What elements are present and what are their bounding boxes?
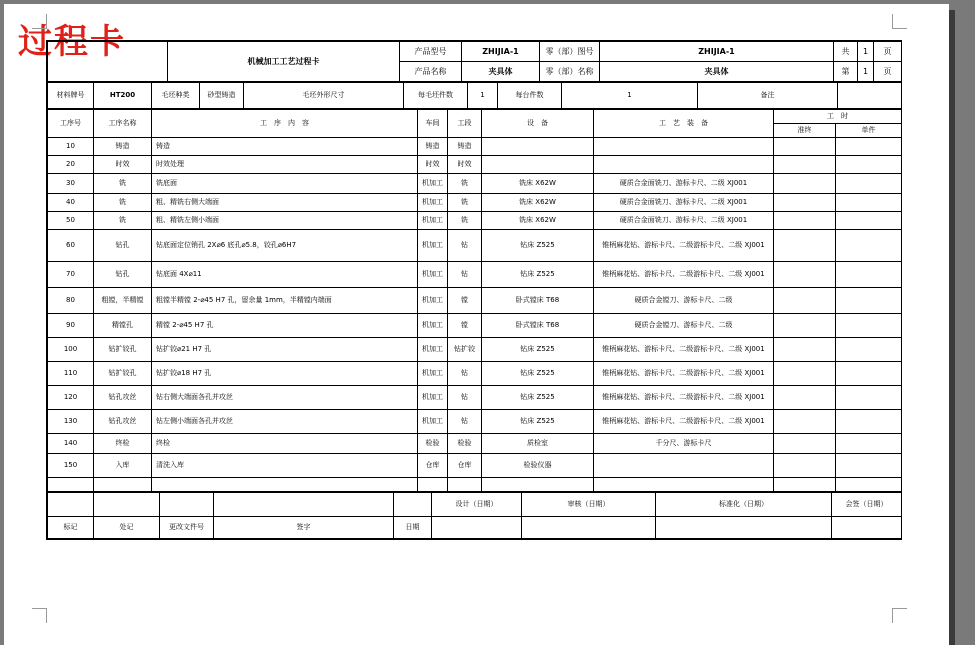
cell-tooling: 锥柄麻花钻、游标卡尺、二级游标卡尺、二级 XJ001 — [594, 338, 774, 362]
table-row — [48, 362, 902, 386]
col-unit: 单件 — [836, 124, 902, 138]
spare-cell — [594, 478, 774, 492]
cell-time-prep — [774, 288, 836, 314]
design-date-label: 设计（日期） — [432, 493, 522, 517]
table-row — [48, 156, 902, 174]
review-date-label: 审核（日期） — [522, 493, 656, 517]
cell-equipment: 钻床 Z525 — [482, 338, 594, 362]
cell-tooling: 锥柄麻花钻、游标卡尺、二级游标卡尺、二级 XJ001 — [594, 262, 774, 288]
cell-op-no: 90 — [48, 314, 94, 338]
corner-mark-tl — [32, 14, 47, 29]
col-content: 工 序 内 容 — [152, 110, 418, 138]
cell-time-unit — [836, 138, 902, 156]
cell-section: 铣 — [448, 212, 482, 230]
cell-op-name: 铸造 — [94, 138, 152, 156]
footer-cell — [432, 517, 522, 539]
cell-content: 钻底面定位销孔 2X⌀6 底孔⌀5.8，铰孔⌀6H7 — [152, 230, 418, 262]
cell-time-unit — [836, 338, 902, 362]
change-doc-label: 更改文件号 — [160, 517, 214, 539]
spare-cell — [94, 478, 152, 492]
material-value: HT200 — [94, 83, 152, 109]
cell-content: 钻扩铰⌀18 H7 孔 — [152, 362, 418, 386]
col-tooling: 工 艺 装 备 — [594, 110, 774, 138]
product-name-value: 夹具体 — [462, 62, 540, 82]
cell-time-unit — [836, 262, 902, 288]
footer-cell — [214, 493, 394, 517]
blank-kind-value: 砂型铸造 — [200, 83, 244, 109]
cell-equipment: 铣床 X62W — [482, 194, 594, 212]
product-model-value: ZHIJIA-1 — [462, 42, 540, 62]
cell-time-unit — [836, 314, 902, 338]
remarks-value — [838, 83, 902, 109]
cell-content: 粗、精铣右侧大端面 — [152, 194, 418, 212]
pieces-per-blank-value: 1 — [468, 83, 498, 109]
cell-time-prep — [774, 174, 836, 194]
part-no-value: ZHIJIA-1 — [600, 42, 834, 62]
cell-time-unit — [836, 288, 902, 314]
cell-tooling — [594, 454, 774, 478]
material-label: 材料牌号 — [48, 83, 94, 109]
cell-workshop: 机加工 — [418, 410, 448, 434]
cell-equipment: 钻床 Z525 — [482, 262, 594, 288]
cell-tooling — [594, 156, 774, 174]
count-label: 处记 — [94, 517, 160, 539]
cell-op-no: 140 — [48, 434, 94, 454]
cell-op-name: 粗镗，半精镗 — [94, 288, 152, 314]
cell-workshop: 机加工 — [418, 386, 448, 410]
part-name-label: 零（部）名称 — [540, 62, 600, 82]
product-name-label: 产品名称 — [400, 62, 462, 82]
header-table — [47, 41, 902, 82]
process-rows — [48, 138, 902, 478]
cell-section: 铸造 — [448, 138, 482, 156]
cell-content: 铸造 — [152, 138, 418, 156]
cell-op-name: 钻孔 — [94, 262, 152, 288]
cell-section: 铣 — [448, 174, 482, 194]
cell-op-no: 150 — [48, 454, 94, 478]
overlay-title: 过程卡 — [18, 22, 126, 62]
cell-time-prep — [774, 194, 836, 212]
cell-equipment: 钻床 Z525 — [482, 410, 594, 434]
cell-equipment: 钻床 Z525 — [482, 386, 594, 410]
cell-workshop: 机加工 — [418, 338, 448, 362]
spare-cell — [482, 478, 594, 492]
cell-op-no: 80 — [48, 288, 94, 314]
cell-time-unit — [836, 362, 902, 386]
col-prep: 准终 — [774, 124, 836, 138]
cell-section: 钻 — [448, 230, 482, 262]
cell-equipment: 铣床 X62W — [482, 212, 594, 230]
total-label: 共 — [834, 42, 858, 62]
cell-op-name: 钻扩铰孔 — [94, 338, 152, 362]
footer-cell — [160, 493, 214, 517]
signature-label: 签字 — [214, 517, 394, 539]
spare-cell — [152, 478, 418, 492]
table-row — [48, 454, 902, 478]
footer-cell — [48, 493, 94, 517]
cell-workshop: 机加工 — [418, 174, 448, 194]
cell-workshop: 机加工 — [418, 194, 448, 212]
cell-time-prep — [774, 212, 836, 230]
cell-content: 钻底面 4X⌀11 — [152, 262, 418, 288]
card-title: 机械加工工艺过程卡 — [168, 42, 400, 82]
table-row — [48, 138, 902, 156]
cell-op-no: 110 — [48, 362, 94, 386]
cell-time-prep — [774, 314, 836, 338]
cell-op-no: 40 — [48, 194, 94, 212]
cell-workshop: 机加工 — [418, 288, 448, 314]
col-time: 工 时 — [774, 110, 902, 124]
cell-equipment: 卧式镗床 T68 — [482, 288, 594, 314]
cell-op-name: 钻孔攻丝 — [94, 386, 152, 410]
cell-section: 钻 — [448, 386, 482, 410]
cell-workshop: 检验 — [418, 434, 448, 454]
cell-section: 时效 — [448, 156, 482, 174]
cell-tooling: 硬质合金镗刀、游标卡尺、二级 — [594, 314, 774, 338]
cell-time-prep — [774, 410, 836, 434]
cell-op-name: 钻扩铰孔 — [94, 362, 152, 386]
table-row — [48, 288, 902, 314]
cell-tooling: 硬质合金面铣刀、游标卡尺、二级 XJ001 — [594, 174, 774, 194]
cell-time-prep — [774, 262, 836, 288]
page-label: 第 — [834, 62, 858, 82]
cell-op-name: 钻孔 — [94, 230, 152, 262]
cell-workshop: 仓库 — [418, 454, 448, 478]
cell-time-unit — [836, 454, 902, 478]
cell-section: 检验 — [448, 434, 482, 454]
cell-content: 铣底面 — [152, 174, 418, 194]
spare-cell — [418, 478, 448, 492]
cell-section: 铣 — [448, 194, 482, 212]
total-unit: 页 — [874, 42, 902, 62]
cell-workshop: 机加工 — [418, 230, 448, 262]
cell-time-unit — [836, 410, 902, 434]
table-row — [48, 174, 902, 194]
cell-time-prep — [774, 362, 836, 386]
table-row — [48, 314, 902, 338]
cell-content: 钻左侧小端面各孔并攻丝 — [152, 410, 418, 434]
corner-mark-br — [892, 608, 907, 623]
cell-content: 粗镗半精镗 2-⌀45 H7 孔，留余量 1mm，半精镗内端面 — [152, 288, 418, 314]
pieces-per-blank-label: 每毛坯件数 — [404, 83, 468, 109]
col-section: 工段 — [448, 110, 482, 138]
table-row — [48, 212, 902, 230]
blank-size-label: 毛坯外形尺寸 — [244, 83, 404, 109]
process-card-form — [46, 40, 902, 540]
cell-workshop: 时效 — [418, 156, 448, 174]
footer-cell — [522, 517, 656, 539]
cell-op-name: 铣 — [94, 212, 152, 230]
cell-time-prep — [774, 230, 836, 262]
table-row — [48, 434, 902, 454]
col-equipment: 设 备 — [482, 110, 594, 138]
cell-equipment: 卧式镗床 T68 — [482, 314, 594, 338]
cell-tooling: 硬质合金镗刀、游标卡尺、二级 — [594, 288, 774, 314]
cell-op-name: 精镗孔 — [94, 314, 152, 338]
cell-section: 镗 — [448, 288, 482, 314]
page-unit: 页 — [874, 62, 902, 82]
cell-time-prep — [774, 156, 836, 174]
cell-tooling: 锥柄麻花钻、游标卡尺、二级游标卡尺、二级 XJ001 — [594, 230, 774, 262]
cell-op-no: 20 — [48, 156, 94, 174]
cell-content: 钻扩铰⌀21 H7 孔 — [152, 338, 418, 362]
table-row — [48, 338, 902, 362]
cell-workshop: 机加工 — [418, 212, 448, 230]
spare-cell — [774, 478, 836, 492]
cell-content: 清洗入库 — [152, 454, 418, 478]
cell-op-name: 钻孔攻丝 — [94, 410, 152, 434]
corner-mark-bl — [32, 608, 47, 623]
cell-section: 钻扩铰 — [448, 338, 482, 362]
cell-tooling: 锥柄麻花钻、游标卡尺、二级游标卡尺、二级 XJ001 — [594, 410, 774, 434]
cell-op-name: 终检 — [94, 434, 152, 454]
cell-time-unit — [836, 230, 902, 262]
cell-workshop: 机加工 — [418, 262, 448, 288]
cell-equipment: 铣床 X62W — [482, 174, 594, 194]
col-workshop: 车间 — [418, 110, 448, 138]
cell-time-unit — [836, 174, 902, 194]
cell-section: 仓库 — [448, 454, 482, 478]
cell-time-unit — [836, 212, 902, 230]
cell-content: 钻右侧大端面各孔并攻丝 — [152, 386, 418, 410]
material-table — [47, 82, 902, 109]
table-row — [48, 410, 902, 434]
total-value: 1 — [858, 42, 874, 62]
remarks-label: 备注 — [698, 83, 838, 109]
cell-section: 钻 — [448, 362, 482, 386]
cell-equipment — [482, 156, 594, 174]
cell-tooling: 锥柄麻花钻、游标卡尺、二级游标卡尺、二级 XJ001 — [594, 386, 774, 410]
cell-workshop: 机加工 — [418, 362, 448, 386]
cell-section: 镗 — [448, 314, 482, 338]
per-unit-value: 1 — [562, 83, 698, 109]
cell-content: 时效处理 — [152, 156, 418, 174]
footer-cell — [832, 517, 902, 539]
footer-cell — [94, 493, 160, 517]
cell-time-unit — [836, 194, 902, 212]
blank-kind-label: 毛坯种类 — [152, 83, 200, 109]
cell-op-name: 时效 — [94, 156, 152, 174]
spare-cell — [836, 478, 902, 492]
cell-equipment: 检验仪器 — [482, 454, 594, 478]
page-value: 1 — [858, 62, 874, 82]
footer-table — [47, 492, 902, 539]
sign-date-label: 会签（日期） — [832, 493, 902, 517]
process-table — [47, 109, 902, 492]
standard-date-label: 标准化（日期） — [656, 493, 832, 517]
spare-cell — [48, 478, 94, 492]
col-op-no: 工序号 — [48, 110, 94, 138]
cell-section: 钻 — [448, 410, 482, 434]
cell-content: 精镗 2-⌀45 H7 孔 — [152, 314, 418, 338]
table-row — [48, 230, 902, 262]
cell-equipment: 质检室 — [482, 434, 594, 454]
cell-time-prep — [774, 454, 836, 478]
spare-cell — [448, 478, 482, 492]
footer-cell — [656, 517, 832, 539]
page-shadow — [949, 10, 955, 645]
header-blank — [48, 42, 168, 82]
part-name-value: 夹具体 — [600, 62, 834, 82]
cell-workshop: 机加工 — [418, 314, 448, 338]
cell-tooling — [594, 138, 774, 156]
cell-content: 粗、精铣左侧小端面 — [152, 212, 418, 230]
cell-op-no: 50 — [48, 212, 94, 230]
cell-tooling: 硬质合金面铣刀、游标卡尺、二级 XJ001 — [594, 212, 774, 230]
cell-op-no: 130 — [48, 410, 94, 434]
cell-equipment: 钻床 Z525 — [482, 362, 594, 386]
table-row — [48, 386, 902, 410]
cell-workshop: 铸造 — [418, 138, 448, 156]
cell-equipment: 钻床 Z525 — [482, 230, 594, 262]
cell-time-unit — [836, 156, 902, 174]
per-unit-label: 每台件数 — [498, 83, 562, 109]
cell-op-no: 60 — [48, 230, 94, 262]
cell-tooling: 硬质合金面铣刀、游标卡尺、二级 XJ001 — [594, 194, 774, 212]
footer-cell — [394, 493, 432, 517]
cell-op-name: 入库 — [94, 454, 152, 478]
cell-op-no: 10 — [48, 138, 94, 156]
part-no-label: 零（部）图号 — [540, 42, 600, 62]
cell-op-no: 120 — [48, 386, 94, 410]
cell-time-prep — [774, 386, 836, 410]
product-model-label: 产品型号 — [400, 42, 462, 62]
col-op-name: 工序名称 — [94, 110, 152, 138]
cell-section: 钻 — [448, 262, 482, 288]
cell-op-name: 铣 — [94, 194, 152, 212]
cell-time-unit — [836, 386, 902, 410]
cell-time-prep — [774, 338, 836, 362]
date-label: 日期 — [394, 517, 432, 539]
cell-equipment — [482, 138, 594, 156]
cell-tooling: 千分尺、游标卡尺 — [594, 434, 774, 454]
corner-mark-tr — [892, 14, 907, 29]
cell-op-no: 70 — [48, 262, 94, 288]
cell-op-no: 30 — [48, 174, 94, 194]
cell-op-no: 100 — [48, 338, 94, 362]
cell-time-prep — [774, 434, 836, 454]
cell-op-name: 铣 — [94, 174, 152, 194]
cell-time-prep — [774, 138, 836, 156]
mark-label: 标记 — [48, 517, 94, 539]
cell-time-unit — [836, 434, 902, 454]
cell-content: 终检 — [152, 434, 418, 454]
cell-tooling: 锥柄麻花钻、游标卡尺、二级游标卡尺、二级 XJ001 — [594, 362, 774, 386]
table-row — [48, 194, 902, 212]
table-row — [48, 262, 902, 288]
